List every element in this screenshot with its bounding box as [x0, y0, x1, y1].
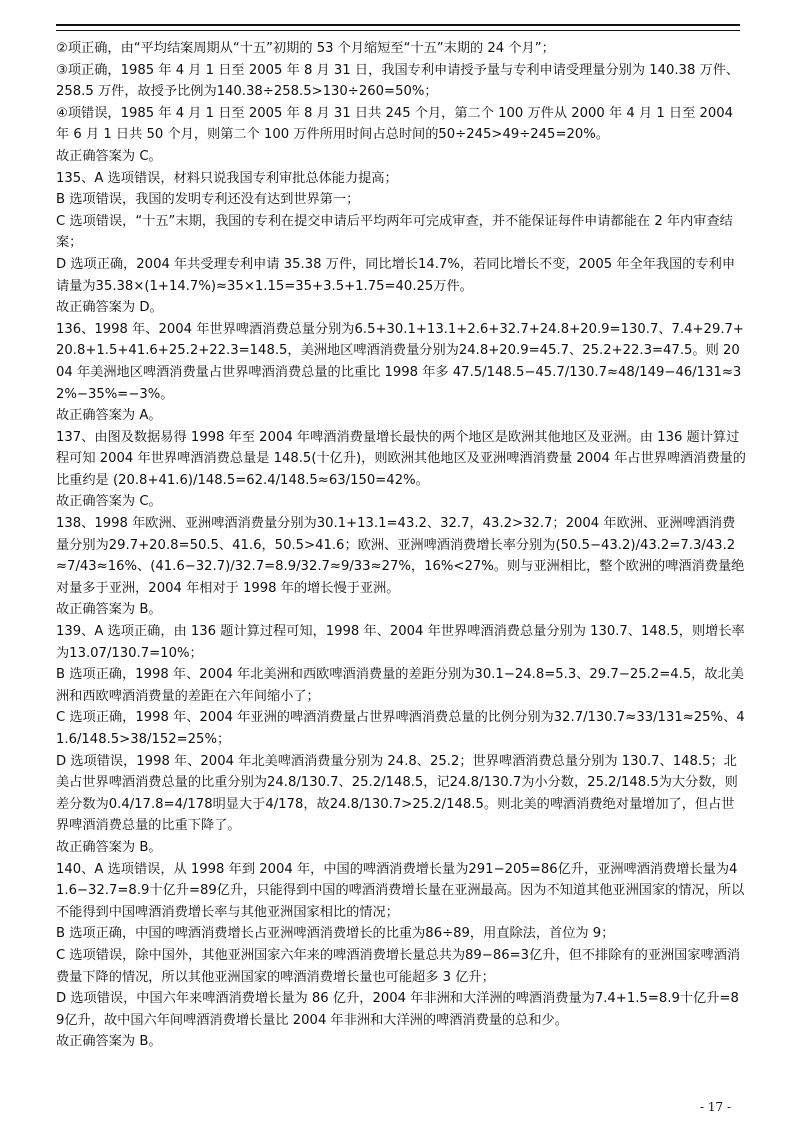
paragraph: 137、由图及数据易得 1998 年至 2004 年啤酒消费量增长最快的两个地区是欧洲其他地区及亚洲。由 136 题计算过程可知 2004 年世界啤酒消费总量是 148.5(十亿升)，则欧洲其他地区及亚洲啤酒消费量 2004 年占世界啤酒消费量的比重约是 (20.8+41.6)/148.5=62.4/148.5≈63/150=42%。 — [56, 429, 746, 488]
paragraph: 136、1998 年、2004 年世界啤酒消费总量分别为6.5+30.1+13.1+2.6+32.7+24.8+20.9=130.7、7.4+29.7+20.8+1.5+41.6+25.2+22.3=148.5，美洲地区啤酒消费量分别为24.8+20.9=45.7、25.2+22.3=47.5。则 2004 年美洲地区啤酒消费量占世界啤酒消费总量的比重比 1998 年多 47.5/148.5−45.7/130.7≈48/149−46/131≈32%−35%=−3%。 — [56, 321, 744, 402]
paragraph: B 选项错误，我国的发明专利还没有达到世界第一； — [56, 192, 360, 208]
page-number: - 17 - — [700, 1100, 732, 1114]
paragraph: C 选项错误，“十五”末期，我国的专利在提交申请后平均两年可完成审查，并不能保证每件申请都能在 2 年内审查结案； — [56, 213, 733, 251]
answer-line: 故正确答案为 B。 — [56, 602, 162, 618]
answer-line: 故正确答案为 A。 — [56, 408, 162, 424]
paragraph: B 选项正确，1998 年、2004 年北美洲和西欧啤酒消费量的差距分别为30.1−24.8=5.3、29.7−25.2=4.5，故北美洲和西欧啤酒消费量的差距在六年间缩小了； — [56, 667, 744, 704]
paragraph: ④项错误，1985 年 4 月 1 日至 2005 年 8 月 31 日共 245 个月，第二个 100 万件从 2000 年 4 月 1 日至 2004 年 6 月 1 日共 50 个月，则第二个 100 万件所用时间占总时间的50÷245>49÷245=20%。 — [56, 105, 734, 143]
paragraph: B 选项正确，中国的啤酒消费增长占亚洲啤酒消费增长的比重为86÷89，用直除法，首位为 9； — [56, 926, 615, 942]
paragraph: ②项正确，由“平均结案周期从“十五”初期的 53 个月缩短至“十五”末期的 24 个月”； — [56, 41, 555, 56]
paragraph: 138、1998 年欧洲、亚洲啤酒消费量分别为30.1+13.1=43.2、32.7，43.2>32.7；2004 年欧洲、亚洲啤酒消费量分别为29.7+20.8=50.5、41.6，50.5>41.6；欧洲、亚洲啤酒消费增长率分别为(50.5−43.2)/43.2=7.3/43.2≈7/43≈16%、(41.6−32.7)/32.7=8.9/32.7≈9/33≈27%，16%<27%。则与亚洲相比，整个欧洲的啤酒消费量绝对量多于亚洲，2004 年相对于 1998 年的增长慢于亚洲。 — [56, 516, 745, 596]
paragraph: C 选项正确，1998 年、2004 年亚洲的啤酒消费量占世界啤酒消费总量的比例分别为32.7/130.7≈33/131≈25%、41.6/148.5>38/152=25%； — [56, 710, 745, 747]
paragraph: D 选项正确，2004 年共受理专利申请 35.38 万件，同比增长14.7%，若同比增长不变，2005 年全年我国的专利申请量为35.38×(1+14.7%)≈35×1.15=35+3.5+1.75=40.25万件。 — [56, 256, 736, 294]
answer-line: 故正确答案为 D。 — [56, 300, 163, 316]
paragraph: C 选项错误，除中国外，其他亚洲国家六年来的啤酒消费增长量总共为89−86=3亿升，但不排除有的亚洲国家啤酒消费量下降的情况，所以其他亚洲国家的啤酒消费增长量也可能超多 3 亿升； — [56, 947, 741, 985]
answer-line: 故正确答案为 B。 — [56, 839, 162, 855]
answer-line: 故正确答案为 C。 — [56, 148, 162, 164]
header-rule-thick — [56, 24, 740, 26]
answer-line: 故正确答案为 C。 — [56, 494, 162, 510]
paragraph: ③项正确，1985 年 4 月 1 日至 2005 年 8 月 31 日，我国专利申请授予量与专利申请受理量分别为 140.38 万件、258.5 万件，故授予比例为140.38÷258.5>130÷260=50%； — [56, 62, 740, 100]
paragraph: D 选项错误，中国六年来啤酒消费增长量为 86 亿升，2004 年非洲和大洋洲的啤酒消费量为7.4+1.5=8.9十亿升=89亿升，故中国六年间啤酒消费增长量比 2004 年非洲和大洋洲的啤酒消费量的总和少。 — [56, 991, 739, 1028]
answer-line: 故正确答案为 B。 — [56, 1034, 162, 1050]
header-rule-thin — [56, 30, 740, 31]
paragraph: 135、A 选项错误，材料只说我国专利审批总体能力提高； — [56, 170, 398, 186]
paragraph: D 选项错误，1998 年、2004 年北美啤酒消费量分别为 24.8、25.2；世界啤酒消费总量分别为 130.7、148.5；北美占世界啤酒消费总量的比重分别为24.8/130.7、25.2/148.5，记24.8/130.7为小分数，25.2/148.5为大分数，则差分数为0.4/17.8=4/178明显大于4/178，故24.8/130.7>25.2/148.5。则北美的啤酒消费绝对量增加了，但占世界啤酒消费总量的比重下降了。 — [56, 753, 738, 834]
paragraph: 139、A 选项正确，由 136 题计算过程可知，1998 年、2004 年世界啤酒消费总量分别为 130.7、148.5，则增长率为13.07/130.7=10%； — [56, 624, 745, 661]
document-body — [56, 38, 746, 1053]
paragraph: 140、A 选项错误，从 1998 年到 2004 年，中国的啤酒消费增长量为291−205=86亿升，亚洲啤酒消费增长量为41.6−32.7=8.9十亿升=89亿升，只能得到中国的啤酒消费增长量在亚洲最高。因为不知道其他亚洲国家的情况，所以不能得到中国啤酒消费增长率与其他亚洲国家相比的情况； — [56, 861, 745, 920]
